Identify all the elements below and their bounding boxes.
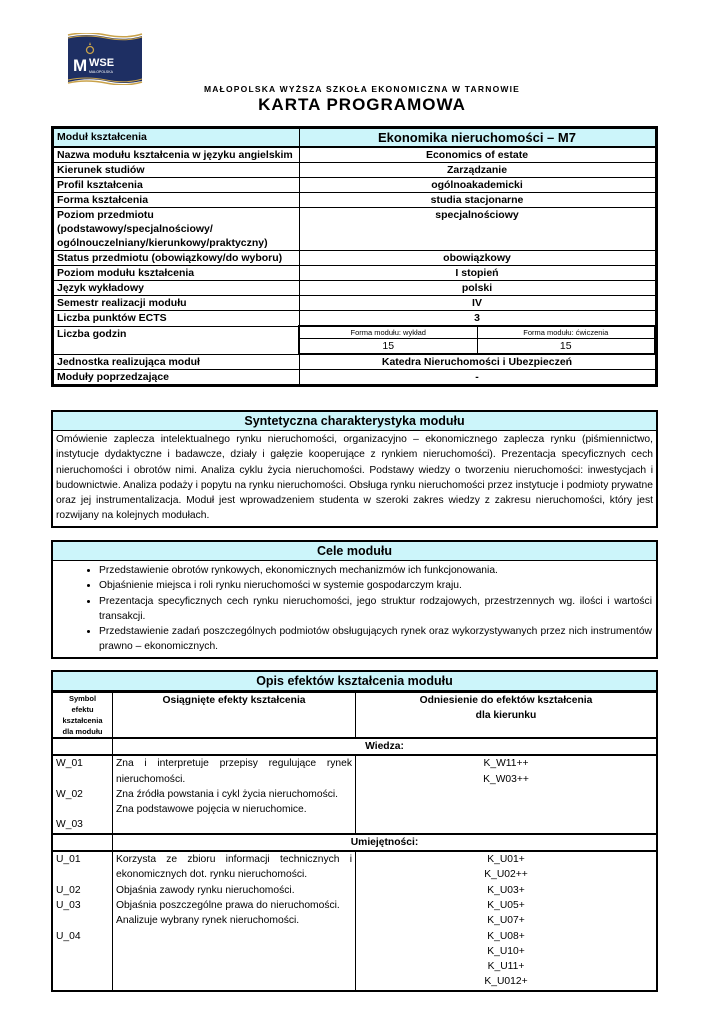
goals-list [53,561,656,657]
effect-description: Zna i interpretuje przepisy regulujące rynek nieruchomości. [116,758,352,785]
header-line: efektu [71,705,94,714]
info-label: Forma kształcenia [54,193,300,208]
goals-section [51,540,658,659]
hours-lecture: 15 [300,339,477,354]
characteristics-text: Omówienie zaplecza intelektualnego rynku nieruchomości, organizacyjno – ekonomicznego zaplecza rynku (piśmiennictwo, instytucje dydaktyczne i badawcze, działy i gałęzie kooperujące z rynkiem nieruchomości). Prezentacja specyficznych cech nieruchomości i obrotów nimi. Analiza cyklu życia nieruchomości. Podstawy wiedzy o tworzeniu nieruchomości: inwestycjach i budownictwie. Analiza podaży i popytu na rynku nieruchomości. Obsługa rynku nieruchomości przez instytucje i podmioty prywatne oraz jej instrumentalizacja. Moduł jest wprowadzeniem studenta w szeroki zakres wiedzy z zakresu nieruchomości, który jest rozwijany na kolejnych modułach. [56,434,653,522]
unit-value: Katedra Nieruchomości i Ubezpieczeń [299,354,655,370]
label-line: ogólnouczelniany/kierunkowy/praktyczny) [57,237,268,249]
references-cell [356,755,657,833]
reference: K_U10+ [487,945,525,957]
hours-label: Liczba godzin [54,326,300,354]
effects-header-row [53,693,656,739]
effects-row [53,755,656,833]
info-value: studia stacjonarne [299,193,655,208]
info-row [54,163,656,178]
symbol: W_03 [56,819,83,831]
label-line: Poziom przedmiotu [57,209,154,221]
prereq-value: - [299,370,655,385]
info-row [54,208,656,251]
symbol: U_04 [56,930,81,942]
reference: K_U01+ [487,854,525,866]
info-row [54,281,656,296]
info-row [54,147,656,163]
form-label-lecture: Forma modułu: wykład [300,327,477,339]
reference: K_W03++ [483,773,529,785]
reference: K_U012+ [484,976,528,988]
reference: K_U03+ [487,884,525,896]
info-row [54,296,656,311]
info-label: Kierunek studiów [54,163,300,178]
goal-item: • Objaśnienie miejsca i roli rynku nieruchomości w systemie gospodarczym kraju. [99,578,652,593]
info-label: Poziom modułu kształcenia [54,266,300,281]
goal-item: • Przedstawienie obrotów rynkowych, ekonomicznych mechanizmów ich funkcjonowania. [99,563,652,578]
effect-description: Korzysta ze zbioru informacji technicznych i ekonomicznych dot. rynku nieruchomości. [116,854,352,881]
category-row-knowledge [53,738,656,755]
goal-item: • Prezentacja specyficznych cech rynku nieruchomości, jego struktur rodzajowych, przestrzennych wg. ilości i wartości transakcji. [99,594,652,625]
reference: K_W11++ [483,758,529,770]
col-reference [356,693,657,739]
header-line: dla kierunku [475,710,537,722]
reference: K_U07+ [487,915,525,927]
info-label: Profil kształcenia [54,178,300,193]
info-row [54,251,656,266]
category-row-skills [53,834,656,851]
reference: K_U08+ [487,930,525,942]
hours-table-cell [299,326,655,354]
logo-subtext: MAŁOPOLSKA [89,70,113,74]
document-title: KARTA PROGRAMOWA [258,95,466,114]
symbol: W_01 [56,758,83,770]
category-label: Umiejętności: [113,834,657,851]
header-line: kształcenia [62,716,103,725]
col-effects: Osiągnięte efekty kształcenia [113,693,356,739]
module-row [54,129,656,148]
characteristics-section [51,410,658,528]
symbol: U_03 [56,899,81,911]
header-line: Symbol [68,694,97,703]
reference: K_U02++ [484,869,528,881]
info-row [54,178,656,193]
info-row [54,266,656,281]
info-label: Język wykładowy [54,281,300,296]
info-value: I stopień [299,266,655,281]
module-value: Ekonomika nieruchomości – M7 [299,129,655,148]
effect-description: Analizuje wybrany rynek nieruchomości. [116,915,300,927]
label-line: (podstawowy/specjalnościowy/ [57,223,213,235]
info-label: Status przedmiotu (obowiązkowy/do wyboru) [54,251,300,266]
info-value: specjalnościowy [299,208,655,251]
logo-text: WSE [89,57,115,69]
effects-row [53,851,656,990]
symbol: U_02 [56,884,81,896]
info-label: Semestr realizacji modułu [54,296,300,311]
reference: K_U11+ [487,961,525,973]
info-value: ogólnoakademicki [299,178,655,193]
module-info-table [51,126,658,387]
goal-item: • Przedstawienie zadań poszczególnych podmiotów obsługujących rynek oraz wykorzystywanych przez nich instrumentów prawno – ekonomicznych. [99,624,652,655]
goals-title: Cele modułu [53,542,656,561]
info-row [54,354,656,370]
effect-description: Objaśnia poszczególne prawa do nieruchomości. [116,899,340,911]
characteristics-title: Syntetyczna charakterystyka modułu [53,412,656,431]
info-value: Economics of estate [299,147,655,163]
hours-exercises: 15 [477,339,654,354]
effects-title: Opis efektów kształcenia modułu [53,672,656,692]
hours-subtable [300,327,654,353]
symbol: U_01 [56,854,81,866]
symbols-cell [53,851,113,990]
info-value: obowiązkowy [299,251,655,266]
symbol: W_02 [56,788,83,800]
hours-row [54,326,656,354]
logo-initial: M [73,56,88,75]
info-row [54,193,656,208]
unit-label: Jednostka realizująca moduł [54,354,300,370]
reference: K_U05+ [487,899,525,911]
col-symbol [53,693,113,739]
info-value: Zarządzanie [299,163,655,178]
info-label: Nazwa modułu kształcenia w języku angielskim [54,147,300,163]
form-label-exercises: Forma modułu: ćwiczenia [477,327,654,339]
references-cell [356,851,657,990]
symbols-cell [53,755,113,833]
info-value: IV [299,296,655,311]
effects-table [53,692,656,990]
category-label: Wiedza: [113,738,657,755]
info-value: polski [299,281,655,296]
university-logo [66,33,144,85]
university-name: MAŁOPOLSKA WYŻSZA SZKOŁA EKONOMICZNA W TARNOWIE [203,84,521,94]
info-label [54,208,300,251]
info-label: Liczba punktów ECTS [54,311,300,327]
info-row [54,311,656,327]
effect-description: Zna źródła powstania i cykl życia nieruchomości. [116,788,339,800]
module-label: Moduł kształcenia [54,129,300,148]
effect-description: Zna podstawowe pojęcia w nieruchomice. [116,804,307,816]
info-row [54,370,656,385]
header-line: dla modułu [62,727,103,736]
descriptions-cell [113,851,356,990]
prereq-label: Moduły poprzedzające [54,370,300,385]
effect-description: Objaśnia zawody rynku nieruchomości. [116,884,295,896]
effects-section [51,670,658,992]
descriptions-cell [113,755,356,833]
info-value: 3 [299,311,655,327]
header-line: Odniesienie do efektów kształcenia [419,695,593,706]
